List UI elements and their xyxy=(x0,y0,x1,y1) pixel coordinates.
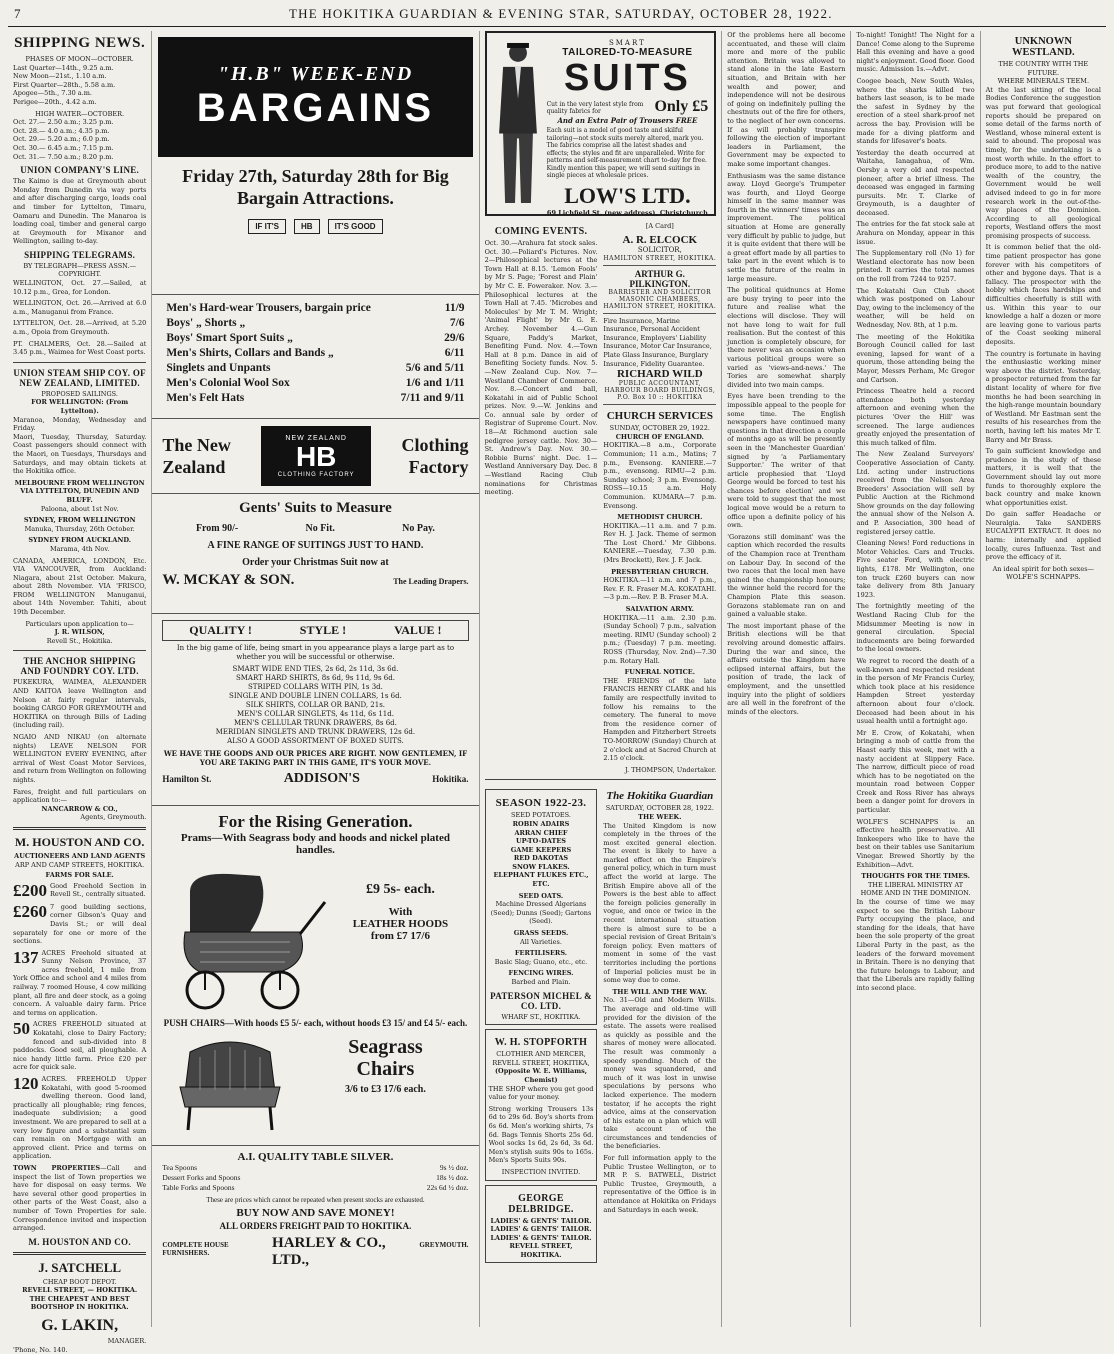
fares-text: Fares, freight and full particulars on application to:— xyxy=(13,787,147,805)
for-wellington-text: Maranoa, Monday, Wednesday and Friday. xyxy=(13,415,147,433)
column-local-news: To-night! Tonight! The Night for a Dance! Come along to the Supreme Hall this evening and have a good night's enjoyment. Good floor. Good music. Admission 1s.—Advt. Coogee beach, New South Wales, where the sharks killed two bathers last season, is to be made the safest in Sydney by the erection of a steel shark-proof net across the bay. Provision will be made for a diving platform and stands for lifesaver's boats. Yesterday the death occurred at Waitaha, Ianagahua, of Wm. Oersby a very old and respected pioneer, after a brief illness. The deceased was engaged in farming pursuits. Mr. T. Clarke of Greymouth, is a daughter of deceased. The entries for the fat stock sale at Arahura on Monday, appear in this issue. The Supplementary roll (No 1) for Westland electorate has now been printed. It carries the total names on the roll from 7244 to 9257. The Kokatahi Gun Club shoot which was postponed on Labour Day, owing to the inclemency of the weather, will be held on Wednesday, Nov. 8th, at 1 p.m. The meeting of the Hokitika Borough Council called for last evening, lapsed for want of a quorum, those attending being the Mayor, Messrs Perham, Mc Gregor and Carlson. Princess Theatre held a record attendance both yesterday afternoon and evening when the pictures 'Over the Hill' was screened. The large audiences greatly enjoyed the presentation of this much talked of film. The New Zealand Surveyors' Cooperative Association of Canty. Ltd. acting under instructions received from the Nelson Area Breeders' Association will sell by Public Auction at the Richmond Show grounds on the day following the annual show of the Nelson A. and P. Association, 300 head of registered jersey cattle. Cleaning News! Ford reductions in Motor Vehicles. Cars and Trucks. Five seater Ford, with electric lights, £178. Mr Wellington, one ton truck £260 buyers can now take delivery from 8th January 1923. The fortnightly meeting of the Westland Racing Club for the Midsummer Meeting is now in general circulation. Special inducements are being forwarded to the local owners. We regret to record the death of a well-known and respected resident in the person of Mr Francis Curley, which took place at his residence Hampden Street yesterday afternoon about four o'clock. Deceased had been about in his usual health until a fortnight ago. Mr E. Crow, of Kokatahi, when bringing a mob of cattle from the Haast early this week, met with a nasty accident at Slippery Face. The narrow, difficult piece of road which has to be negotiated on the mountain road between Copper Creek and Ross River has always been a danger point for drovers in particular. WOLFE'S SCHNAPPS is an effective health preservative. All Innkeepers who like to have the best on their tables use Sanitarium Vinegar. Brewed Shortly by the Exhibition—Advt. THOUGHTS FOR THE TIMES. THE LIBERAL MINISTRY AT HOME AND IN THE DOMINION. In the course of time we may expect to see the British Labour Party occupying the place, and standing for the ideals, that have been the sole property of the great Liberal Party in the past, as the leaders of the forward movement in Britain. There is no denying that the future belongs to Labour, and that the Liberals are rapidly falling into second place. xyxy=(851,31,980,1327)
coming-events-text: Oct. 30.—Arahura fat stock sales. Oct. 30.—Poliard's Pictures. Nov. 2—Philosophical lectures at the Town Hall at 8.15. 'Lemon Fools' by Mr S. Page; 'Forest and Plain' by Mr C. E. Foweraker. Nov. 3.—Philosophical lectures at the Town Hall at 7.45. 'Microbes and Molecules' by Mr T. M. Wright; 'Animal Flight' by Mr G. E. Archey. November 4.—Gun Square, Paddy's Market, Benefiting Fund. Nov. 4.—Town Hall at 8 p.m. Dance in aid of Benefiting Society funds. Nov. 5.—New Zealand Cup. Nov. 7—Westland Chamber of Commerce. Nov. 8.—Concert and ball, Kokatahi in aid of Public School prizes. Nov. 9.—W. Jenkins and Co. annual sale by order of Registrar of Supreme Court. Nov. 18—At Richmond auction sale pedigree jersey cattle. Nov. 30—St. Andrew's Day. Nov. 30.—Robbie Burns' night. Dec. 1—Westland Anniversary Day. Dec. 8—Westland Racing Club nominations for Christmas meeting. xyxy=(484,239,598,497)
houston-sub2: ARP AND CAMP STREETS, HOKITIKA. xyxy=(15,860,145,869)
suits-price: Only £5 xyxy=(654,98,709,115)
quality-intro: In the big game of life, being smart in you appearance plays a large part as to whether you will be successful or otherwise. xyxy=(176,644,455,661)
anchor-text: PUKEKURA, WAIMEA, ALEXANDER AND KAITOA leave Wellington and Nelson at fairly regular intervals, booking CARGO FOR GREYMOUTH and HOKITIKA on through Bills of Lading (including rail). xyxy=(13,678,147,730)
gents-order: Order your Christmas Suit now at xyxy=(242,557,389,568)
nz-right1: Clothing xyxy=(401,435,469,455)
agent-name: J. R. WILSON, xyxy=(54,628,105,637)
table-silver-ad: A.I. QUALITY TABLE SILVER. Tea Spoons 9s ½ doz. Dessert Forks and Spoons 18s ½ doz. Table Forks and Spoons 22s 6d ½ doz. These are prices which cannot be repeated when present stocks are exhausted. BUY NOW AND SAVE MONEY! ALL ORDERS FREIGHT PAID TO HOKITIKA. COMPLETE HOUSE FURNISHERS. HARLEY & CO., LTD., GREYMOUTH. xyxy=(162,1151,469,1268)
nz-left2: Zealand xyxy=(162,457,226,477)
listing-text: ACRES. FREEHOLD Upper Kokatahi, with good 5-roomed dwelling thereon. Good land, practically all ploughable; ring fences, inadequate subdivision; a good investment. We are prepared to sell at a very low figure and a substantial sum can remain on Mortgage with an approved client. Price and terms on application. xyxy=(13,1075,147,1161)
rising-title: For the Rising Generation. xyxy=(218,812,413,831)
column-suits-events: SMART TAILORED-TO-MEASURE SUITS Cut in the very latest style from quality fabrics for Only £5 And an Extra Pair of Trousers FREE Each suit is a model of good taste and skilful tailoring—not stock suits merely altered, mark you. The fabrics comprise all the latest shades and effects; the styles and fit are unparalleled. Write for patterns and self-measurement chart to-day for free. Kindly mention this paper, we will send suitings in single pieces at wholesale prices. LOW'S LTD. 69 Lichfield St. (new address), Christchurch COMING EVENTS. Oct. 30.—Arahura fat stock sales. Oct. 30.—Poliard's Pictures. Nov. 2—Philosophical lectures at the Town Hall at 8.15. 'Lemon Fools' by Mr S. Page; 'Forest and Plain' by Mr C. E. Foweraker. Nov. 3.—Philosophical lectures at the Town Hall at 7.45. 'Microbes and Molecules' by Mr T. M. Wright; 'Animal Flight' by Mr G. E. Archey. November 4.—Gun Square, Paddy's Market, Benefiting Fund. Nov. 4.—Town Hall at 8 p.m. Dance in aid of Benefiting Society funds. Nov. 5.—New Zealand Cup. Nov. 7—Westland Chamber of Commerce. Nov. 8.—Concert and ball, Kokatahi in aid of Public School prizes. Nov. 9.—W. Jenkins and Co. annual sale by order of Registrar of Supreme Court. Nov. 18—At Richmond auction sale pedigree jersey cattle. Nov. 30—St. Andrew's Day. Nov. 30.—Robbie Burns' night. Dec. 1—Westland Anniversary Day. Dec. 8—Westland Racing Club nominations for Christmas meeting. [A Card] A. R. ELCOCK SOLICITOR, HAMILTON STREET, HOKITIKA. ARTHUR G. PILKINGTON. BARRISTER AND SOLICITOR MASONIC CHAMBERS, HAMILTON STREET, HOKITIKA. Fire Insurance, Marine Insurance, Personal Accident Insurance, Employers' Liability Insurance, Motor Car Insurance, Plate Glass Insurance, Burglary Insurance, Fidelity Guarantee. RICHARD WILD PUBLIC ACCOUNTANT, HARBOUR BOARD BUILDINGS, P.O. Box 10 :: HOKITIKA CHURCH SERVICES SUNDAY, OCTOBER 29, 1922. CHURCH OF ENGLAND. HOKITIKA.—8 a.m., Corporate Communion; 11 a.m., Matins; 7 p.m., Evensong. KANIERE.—7 p.m., evensong. RIMU—2 p.m. Sunday school; 3 p.m. Evensong. ROSS—10.15 a.m. Holy Communion. KUMARA—7 p.m. Evensong. METHODIST CHURCH. HOKITIKA.—11 a.m. and 7 p.m. Rev H. J. Jack. Theme of sermon 'The Lost Chord.' Mr Gibbons. KANIERE.—Tuesday, 7.30 p.m. (Mrs Brockett), Rev. J. F. Jack. PRESBYTERIAN CHURCH. HOKITIKA.—11 a.m. and 7 p.m., Rev. F. R. Fraser M.A. KOKATAHI.—3 p.m.—Rev. P. B. Fraser M.A. SALVATION ARMY. HOKITIKA.—11 a.m. 2.30 p.m. (Sunday School) 7 p.m., salvation meeting. RIMU (Sunday school) 2 p.m.; (Tuesday) 7 p.m. meeting. ROSS (Thursday, Nov. 2nd)—7.30 p.m. Rotary Hall. FUNERAL NOTICE. THE FRIENDS of the late FRANCIS HENRY CLARK and his family are respectfully invited to follow his remains to the cemetery. The funeral to move from the residence corner of Hampden and Fitzherbert Streets TO-MORROW (Sunday) Church at 2 o'clock and at Sacred Church at 2.15 o'clock. J. THOMPSON, Undertaker. SEASON 1922-23. SEED POTATOES. ROBIN ADAIRS ARRAN CHIEF UP-TO-DATES GAME KEEPERS RED DAKOTAS SNOW FLAKES. ELEPHANT FLUKES ETC., ETC. SEED OATS. Machine Dressed Algerians (Seed); Dunns (Seed); Gartons (Seed). GRASS SEEDS. All Varieties. FERTILISERS. Basic Slag; Guano, etc., etc. FENCING WIRES. Barbed and Plain. PATERSON MICHEL & CO. LTD. WHARF ST., HOKITIKA. W. H. STOPFORTH CLOTHIER AND MERCER, REVELL STREET, HOKITIKA, (Opposite W. E. Williams, Chemist) THE SHOP where you get good value for your money. Strong working Trousers 13s 6d to 29s 6d. Boy's shorts from 6s 6d. Men's working shirts, 7s 6d. Bags Tennis Shorts 25s 6d. Wool socks 1s 6d, 2s 6d, 3s 6d. Men's stylish suits 90s to 165s. Men's Sports Suits 90s. INSPECTION INVITED. GEORGE DELBRIDGE. LADIES' & GENTS' TAILOR. LADIES' & GENTS' TAILOR. LADIES' & GENTS' TAILOR. REVELL STREET, HOKITIKA. The Hokitika Guardian SATURDAY, OCTOBER 28, 1922. THE WEEK. The United Kingdom is now completely in the throes of the most excited general election. The event is likely to have a marked effect on the Empire's general policy, which in turn must affect the world at large. The British Empire above all of the Powers is the best able to affect the foreign policies generally in vogue, and once or twice in the recent international situation there is almost sure to be a special revision of Great Britain's foreign policy. Even matters of moment in some of the vast territories including the portions of Imperial policies must be in some way due to come. THE WILL AND THE WAY. No. 31—Old and Modern Wills. The average and old-time will provided for the division of the estate. The assets were realised as quickly as possible and the shares of money were allocated. The result was commonly a speedy spending. Much of the money was squandered, and much of it was lost in unwise speculations by persons who lacked experience. The modern testator, if he accepts the right advice, aims at the conservation of his estate on a plan which will take account of the circumstances and tendencies of the beneficiaries. For full information apply to the Public Trustee Wellington, or to MR P. S. BATWELL, District Public Trustee, Greymouth, a representative of the Office is in attendance at Hokitika on Fridays and Saturdays in each week. xyxy=(480,31,723,1327)
silver-heading: A.I. QUALITY TABLE SILVER. xyxy=(237,1151,394,1163)
lakin-name: G. LAKIN, xyxy=(41,1317,119,1335)
agent-location: Revell St., Hokitika. xyxy=(46,636,113,645)
union-company-text: The Kaimo is due at Greymouth about Monday from Dunedin via way ports and after discharging cargo, loads coal and timber for Lyttelton, Timaru, Oamaru and Dunedin. The Manaroa is loading coal, timber and general cargo at Greymouth for Mixanor and Wellington, sailing to-day. xyxy=(13,177,147,246)
tide-item: Oct. 31.— 7.50 a.m.; 8.20 p.m. xyxy=(13,152,114,161)
masthead xyxy=(8,4,1106,27)
moon-item: New Moon—21st., 1.10 a.m. xyxy=(13,72,107,81)
gents-no-fit: No Fit. xyxy=(305,523,335,534)
maori-text: Maori, Tuesday, Thursday, Saturday. Coast passengers should connect with the Maori, on Tuesdays, Thursdays and Saturdays, and may obtain tickets at the Hokitika office. xyxy=(13,432,147,476)
thoughts-heading: THOUGHTS FOR THE TIMES. xyxy=(861,872,970,881)
guardian-masthead: The Hokitika Guardian xyxy=(606,790,714,803)
newspaper-title: THE HOKITIKA GUARDIAN & EVENING STAR, SATURDAY, OCTOBER 28, 1922. xyxy=(289,6,833,21)
gents-range: A FINE RANGE OF SUITINGS JUST TO HAND. xyxy=(207,540,424,551)
chairs-price: 3/6 to £3 17/6 each. xyxy=(345,1084,426,1095)
harley-firm: HARLEY & CO., LTD., xyxy=(272,1235,386,1268)
particulars: Particulars upon application to— xyxy=(25,619,134,628)
satchell-tag: THE CHEAPEST AND BEST BOOTSHOP IN HOKITIKA. xyxy=(29,1294,130,1312)
price-row: Singlets and Unpants 5/6 and 5/11 xyxy=(166,362,465,374)
hb-logo: NEW ZEALAND HB CLOTHING FACTORY xyxy=(261,426,371,486)
gents-from: From 90/- xyxy=(195,523,239,534)
houston-name: M. HOUSTON AND CO. xyxy=(14,834,145,849)
if-its: IF IT'S xyxy=(248,219,286,234)
lakin-role: MANAGER. xyxy=(107,1337,147,1346)
quality-note: WE HAVE THE GOODS AND OUR PRICES ARE RIGHT. NOW GENTLEMEN, IF YOU ARE TAKING PART IN THIS GAME, IT'S YOUR MOVE. xyxy=(163,749,468,767)
column-ads xyxy=(152,31,479,1327)
pilkington-card: ARTHUR G. PILKINGTON. BARRISTER AND SOLICITOR MASONIC CHAMBERS, HAMILTON STREET, HOKITIKA. xyxy=(603,266,716,314)
tide-item: Oct. 27.— 2.50 a.m.; 3.25 p.m. xyxy=(13,118,114,127)
listing-price: £260 xyxy=(13,901,47,921)
seed-potatoes-ad: SEASON 1922-23. SEED POTATOES. ROBIN ADAIRS ARRAN CHIEF UP-TO-DATES GAME KEEPERS RED DAKOTAS SNOW FLAKES. ELEPHANT FLUKES ETC., ETC. SEED OATS. Machine Dressed Algerians (Seed); Dunns (Seed); Gartons (Seed). GRASS SEEDS. All Varieties. FERTILISERS. Basic Slag; Guano, etc., etc. FENCING WIRES. Barbed and Plain. PATERSON MICHEL & CO. LTD. WHARF ST., HOKITIKA. xyxy=(485,789,598,1025)
satchell-sub: CHEAP BOOT DEPOT. xyxy=(42,1277,117,1286)
listing-price: 137 xyxy=(13,947,39,967)
nz-clothing-factory xyxy=(152,419,478,494)
tide-item: Oct. 28.— 4.0 a.m.; 4.35 p.m. xyxy=(13,126,110,135)
page-number: 7 xyxy=(14,6,22,21)
sydney-auckland-heading: SYDNEY FROM AUCKLAND. xyxy=(28,536,131,545)
price-row: Men's Shirts, Collars and Bands „ 6/11 xyxy=(166,347,465,359)
melbourne-text: Paloona, about 1st Nov. xyxy=(40,504,119,513)
union-company-heading: UNION COMPANY'S LINE. xyxy=(20,165,140,176)
columns xyxy=(8,31,1106,1354)
lows-firm: LOW'S LTD. xyxy=(564,182,691,208)
town-text: —Call and inspect the list of Town properties we have for disposal on easy terms. We have several other good properties in other parts of the West Coast, also a number of Town Properties for sale. Correspondence invited and inspection arranged. xyxy=(13,1163,147,1233)
price-row: Men's Felt Hats 7/11 and 9/11 xyxy=(166,392,465,404)
listing-text: ACRES FREEHOLD situated at Kokatahi, close to Dairy Factory; fenced and sub-divided into 8 paddocks. Good soil, all ploughable. A nice handy little farm. Price £20 per acre for quick sale. xyxy=(13,1020,147,1072)
funeral-notice-heading: FUNERAL NOTICE. xyxy=(624,668,695,677)
if-its-hb xyxy=(158,219,472,234)
delbridge-ad: GEORGE DELBRIDGE. LADIES' & GENTS' TAILOR. LADIES' & GENTS' TAILOR. LADIES' & GENTS' TAILOR. REVELL STREET, HOKITIKA. xyxy=(485,1185,598,1264)
price-row: Men's Colonial Wool Sox 1/6 and 1/11 xyxy=(166,377,465,389)
column-shipping xyxy=(8,31,152,1354)
telegram-list xyxy=(13,279,146,357)
unknown-westland-heading: UNKNOWN WESTLAND. xyxy=(1011,36,1075,58)
satchell-name: J. SATCHELL xyxy=(38,1259,122,1275)
bargains-ad xyxy=(152,31,478,295)
suits-title: SUITS xyxy=(563,57,691,99)
listing-price: 120 xyxy=(13,1074,39,1093)
moon-item: Apogee—5th., 7.30 a.m. xyxy=(13,89,92,98)
moon-item: Perigee—20th., 4.42 a.m. xyxy=(13,97,97,106)
moon-list xyxy=(13,64,146,107)
nancarrow-agents: Agents, Greymouth. xyxy=(80,813,147,822)
sydney-text: Manuka, Thursday, 26th October. xyxy=(24,524,135,533)
tide-item: Oct. 29.— 5.20 a.m.; 6.0 p.m. xyxy=(13,135,110,144)
bargain-price-list xyxy=(152,295,478,419)
listing xyxy=(13,882,146,900)
anchor-heading: THE ANCHOR SHIPPING AND FOUNDRY COY. LTD. xyxy=(20,656,139,677)
bargains-title: BARGAINS xyxy=(196,86,435,130)
push-chairs: PUSH CHAIRS—With hoods £5 5/- each, without hoods £3 15/ and £4 5/- each. xyxy=(163,1018,468,1028)
telegram-item: WELLINGTON, Oct. 26.—Arrived at 6.0 a.m., Manuganui from France. xyxy=(13,299,147,316)
addisons: ADDISON'S xyxy=(283,771,360,786)
telegrams-sub: BY TELEGRAPH—PRESS ASSN.—COPYRIGHT. xyxy=(23,261,136,279)
high-water-heading: HIGH WATER—OCTOBER. xyxy=(35,109,125,118)
hood-price: from £7 17/6 xyxy=(370,930,430,942)
sydney-heading: SYDNEY, FROM WELLINGTON xyxy=(23,516,136,525)
listing xyxy=(13,949,146,1018)
rising-generation-ad: For the Rising Generation. Prams—With Seagrass body and hoods and nickel plated handles. £9 5s- each. With LEATHER HOODS from £7 17/6 PUSH CHAIRS—With hoods £5 5/- each, without hoods £3 15/ and £4 5/- each. Seagrass Chairs 3/6 to £3 17/6 each. xyxy=(152,806,478,1146)
shipping-news-heading: SHIPPING NEWS. xyxy=(14,35,146,51)
listing-text: Good Freehold Section in Revell St., centrally situated. xyxy=(50,881,147,899)
wild-card: Fire Insurance, Marine Insurance, Personal Accident Insurance, Employers' Liability Insurance, Motor Car Insurance, Plate Glass Insurance, Burglary Insurance, Fidelity Guarantee. RICHARD WILD PUBLIC ACCOUNTANT, HARBOUR BOARD BUILDINGS, P.O. Box 10 :: HOKITIKA xyxy=(603,314,716,406)
quality-items: SMART WIDE END TIES, 2s 6d, 2s 11d, 3s 6d. SMART HARD SHIRTS, 8s 6d, 9s 11d, 9s 6d. STRIPED COLLARS WITH PIN, 1s 3d. SINGLE AND DOUBLE LINEN COLLARS, 1s 6d. SILK SHIRTS, COLLAR OR BAND, 21s. MEN'S COLLAR SINGLETS, 4s 11d, 6s 11d. MEN'S CELLULAR TRUNK DRAWERS, 8s 6d. MERIDIAN SINGLETS AND TRUNK DRAWERS, 12s 6d. ALSO A GOOD ASSORTMENT OF BOXED SUITS. xyxy=(215,665,416,745)
moon-heading: PHASES OF MOON—OCTOBER. xyxy=(25,55,134,63)
high-water-list xyxy=(13,118,146,161)
stopforth-ad: W. H. STOPFORTH CLOTHIER AND MERCER, REVELL STREET, HOKITIKA, (Opposite W. E. Williams, Chemist) THE SHOP where you get good value for your money. Strong working Trousers 13s 6d to 29s 6d. Boy's shorts from 6s 6d. Men's working shirts, 7s 6d. Bags Tennis Shorts 25s 6d. Wool socks 1s 6d, 2s 6d, 3s 6d. Men's stylish suits 90s to 165s. Men's Sports Suits 90s. INSPECTION INVITED. xyxy=(485,1029,598,1180)
price-row: Boys' „ Shorts „ 7/6 xyxy=(166,317,465,329)
listing xyxy=(13,1075,146,1161)
price-row: Boys' Smart Sport Suits „ 29/6 xyxy=(166,332,465,344)
ngaio-text: NGAIO AND NIKAU (on alternate nights) LEAVE NELSON FOR WELLINGTON EVERY EVENING, after arrival of West Coast Motor Services, and return from Wellington on following nights. xyxy=(13,733,147,784)
nancarrow: NANCARROW & CO., xyxy=(41,804,118,813)
silver-row: Tea Spoons 9s ½ doz. xyxy=(162,1163,469,1172)
suit-man-illustration xyxy=(493,39,543,208)
church-services-heading: CHURCH SERVICES xyxy=(606,410,713,423)
telegram-item: LYTTELTON, Oct. 28.—Arrived, at 5.20 a.m., Opoia from Greymouth. xyxy=(13,319,147,337)
town-properties xyxy=(13,1164,146,1233)
bargains-hb: "H.B" WEEK-END xyxy=(217,63,414,85)
gents-suits-ad xyxy=(152,494,478,614)
listing-price: £200 xyxy=(13,880,47,900)
suits-ad: SMART TAILORED-TO-MEASURE SUITS Cut in the very latest style from quality fabrics for Only £5 And an Extra Pair of Trousers FREE Each suit is a model of good taste and skilful tailoring—not stock suits merely altered, mark you. The fabrics comprise all the latest shades and effects; the styles and fit are unparalleled. Write for patterns and self-measurement chart to-day for free. Kindly mention this paper, we will send suitings in single pieces at wholesale prices. LOW'S LTD. 69 Lichfield St. (new address), Christchurch xyxy=(485,31,717,216)
houston-sub: AUCTIONEERS AND LAND AGENTS xyxy=(14,851,146,860)
telegram-item: PT. CHALMERS, Oct. 28.—Sailed at 3.45 p.m., Waimea for West Coast ports. xyxy=(13,339,147,357)
hb-mark: HB xyxy=(294,219,320,234)
gents-firm: W. MCKAY & SON. xyxy=(162,572,295,588)
sydney-auckland-text: Marama, 4th Nov. xyxy=(50,544,110,553)
canada-text: CANADA, AMERICA, LONDON, Etc. VIA VANCOUVER, from Auckland: Niagara, about 21st October. Makura, about 28th November. VIA 'FRISCO, FROM WELLINGTON Manuganui, about 14th November. Tahiti, about 19th December. xyxy=(13,556,147,617)
pram-illustration xyxy=(160,862,330,1012)
proposed-sailings: PROPOSED SAILINGS. xyxy=(41,389,118,398)
bargains-banner xyxy=(158,37,472,157)
gents-no-pay: No Pay. xyxy=(402,523,435,534)
elcock-card: A. R. ELCOCK SOLICITOR, HAMILTON STREET, HOKITIKA. xyxy=(603,231,716,266)
tide-item: Oct. 30.— 6.45 a.m.; 7.15 p.m. xyxy=(13,143,114,152)
houston-sign: M. HOUSTON AND CO. xyxy=(28,1236,131,1247)
gents-firm-sub: The Leading Drapers. xyxy=(393,577,469,586)
pram-price: £9 5s- each. xyxy=(366,882,435,897)
satchell-addr: REVELL STREET, — HOKITIKA. xyxy=(22,1286,138,1295)
its-good: IT'S GOOD xyxy=(328,219,383,234)
nz-left1: The New xyxy=(162,435,231,455)
town-heading: TOWN PROPERTIES xyxy=(13,1163,101,1172)
quality-style-value-ad: QUALITY ! STYLE ! VALUE ! In the big game of life, being smart in you appearance plays a large part as to whether you will be successful or otherwise. SMART WIDE END TIES, 2s 6d, 2s 11d, 3s 6d. SMART HARD SHIRTS, 8s 6d, 9s 11d, 9s 6d. STRIPED COLLARS WITH PIN, 1s 3d. SINGLE AND DOUBLE LINEN COLLARS, 1s 6d. SILK SHIRTS, COLLAR OR BAND, 21s. MEN'S COLLAR SINGLETS, 4s 11d, 6s 11d. MEN'S CELLULAR TRUNK DRAWERS, 8s 6d. MERIDIAN SINGLETS AND TRUNK DRAWERS, 12s 6d. ALSO A GOOD ASSORTMENT OF BOXED SUITS. WE HAVE THE GOODS AND OUR PRICES ARE RIGHT. NOW GENTLEMEN, IF YOU ARE TAKING PART IN THIS GAME, IT'S YOUR MOVE. Hamilton St. ADDISON'S Hokitika. xyxy=(152,614,478,806)
price-row: Men's Hard-wear Trousers, bargain price 11/9 xyxy=(166,302,465,314)
moon-item: Last Quarter—14th., 9.25 a.m. xyxy=(13,63,114,72)
bargains-date: Friday 27th, Saturday 28th for Big Bargain Attractions. xyxy=(182,166,449,208)
rising-sub: Prams—With Seagrass body and hoods and nickel plated handles. xyxy=(180,832,450,856)
lakin-phone: 'Phone, No. 140. xyxy=(13,1345,68,1354)
silver-row: Dessert Forks and Spoons 18s ½ doz. xyxy=(162,1173,469,1182)
farms-for-sale: FARMS FOR SALE. xyxy=(45,871,114,880)
coming-events-heading: COMING EVENTS. xyxy=(494,226,588,237)
column-editorial: Of the problems here all become accentuated, and these will claim more and more of the public attention. Britain was allowed to stand alone in the late Eastern situation, and Britain with her wealth and power, and independence will not be desirous of going on indefinitely pulling the chestnuts out of the fire for others, to the neglect of her own concerns. If as will probably transpire following the election of important leaders in Parliament, the Government may be expected to make some important changes. Enthusiasm was the same distance away. Lloyd George's Trumpeter was fourth, and Lloyd George himself in the same manner was fourth in the winners' times was an improvement. The political situation at Home are generally very difficult by public to judge, but it is quite evident that there will be a great effort made by all parties to take part in the event which is to settle the future of the realm in large measure. The political quidnuncs at Home are busy trying to peer into the future and realise what the elections will disclose. They will not have long to wait for full realisation. But the contest of this junction is completely obscure, for there never was an occasion when various political groups were so varied as 'views-and-news.' The Tories are somewhat sharply divided into two main camps. Eyes have been trending to the impossible appeal to the people for some time. The English newspapers have continued many questions in that direction a couple of months ago as will be presently seen in the 'Manchester Guardian' signed by 'a Parliamentary Supporter.' The writer of that article prophesied that 'Lloyd George would be forced to test his chances before election' and we were told to suggest that the most logical move would be a return to office upon a definite policy of his own. 'Gorazons still dominant' was the caption which recorded the results of the Champion race at Trentham on Labour Day. In second of the two races that the local men have gained the championship honours; the winner held the record for the Champion Plate this season. Gorazons stablemate ran on and gained a valuable stake. The most important phase of the British elections will be that revolving around domestic affairs. During the war and since, the affairs outside the Kingdom have eclipsed internal affairs, but the position of trade, the lack of employment, and the unsettled inquiry into the plight of soldiers are all well in the forefront of the minds of the electors. xyxy=(722,31,851,1327)
listing xyxy=(13,1020,146,1072)
silver-row: Table Forks and Spoons 22s 6d ½ doz. xyxy=(162,1183,469,1192)
listing xyxy=(13,903,146,946)
seagrass-chair-illustration xyxy=(160,1032,300,1132)
listing-price: 50 xyxy=(13,1019,30,1039)
nz-right2: Factory xyxy=(408,457,469,477)
telegram-item: WELLINGTON, Oct. 27.—Sailed, at 10.12 p.m., Grea, for London. xyxy=(13,279,147,296)
gents-title: Gents' Suits to Measure xyxy=(239,500,392,516)
moon-item: First Quarter—28th., 5.58 a.m. xyxy=(13,80,116,89)
melbourne-heading: MELBOURNE FROM WELLINGTON VIA LYTTELTON, DUNEDIN AND BLUFF. xyxy=(14,478,145,504)
usss-heading: UNION STEAM SHIP COY. OF NEW ZEALAND, LIMITED. xyxy=(13,367,146,388)
listing-text: ACRES Freehold situated at Sunny Nelson Province, 37 acres freehold, 1 mile from York Office and school and 4 miles from railway. 7 roomed House, 4 cow milking plant, all fire and deer stock, as a going concern. A valuable dairy farm. Price and terms on application. xyxy=(13,948,147,1017)
for-wellington: FOR WELLINGTON: (From Lyttelton). xyxy=(31,398,129,415)
column-unknown-westland: UNKNOWN WESTLAND. THE COUNTRY WITH THE FUTURE. WHERE MINERALS TEEM. At the last sitting of the local Bodies Conference the suggestion was put forward that geological reports should be prepared on some detail of the farms north of Westland, whose mineral extent is said to abound. The proposal was timely, for the undertaking is a most worth while. In the effort to produce more, to add to the native wealth of the country, the Government would be well advised indeed to go in for more research work in the out-of-the-way places of the Dominion. According to all geological reports, Westland offers the most promising prospects of success. It is common belief that the old-time patient prospector has gone forever with his competitors of other and bygone days. That is a fallacy. The prospector with the hobby which faces hardships and difficulties cheerfully is still with us. Within this year to our knowledge a half a dozen or more are leaving gone to various parts of the Coast seeking mineral deposits. The country is fortunate in having the enthusiastic working miner way above the district. Yesterday, a prospector returned from the far distant locality of where for five months he had been searching in the high-range mountain boundary of Westland. Mr Eastman sent the results of his researches from the north, having left his mates Mr T. Barry and Mr Brass. To gain sufficient knowledge and prudence in the study of these matters, it is well that the Government should lay out more funds to thoroughly explore the back country and make known what opportunities exist. Do gain saffer Headache or Neuralgia. Take SANDERS EUCALYPTI EXTRACT. It does no harm: internally and applied locally, cures Influenza. Test and prove the efficacy of it. An ideal spirit for both sexes—WOLFE'S SCHNAPPS. xyxy=(985,36,1101,582)
shipping-telegrams-heading: SHIPPING TELEGRAMS. xyxy=(24,249,136,260)
listing-text: 7 good building sections, corner Gibson's Quay and Davis St.; or will deal separately for one or more of the sections. xyxy=(13,902,147,946)
